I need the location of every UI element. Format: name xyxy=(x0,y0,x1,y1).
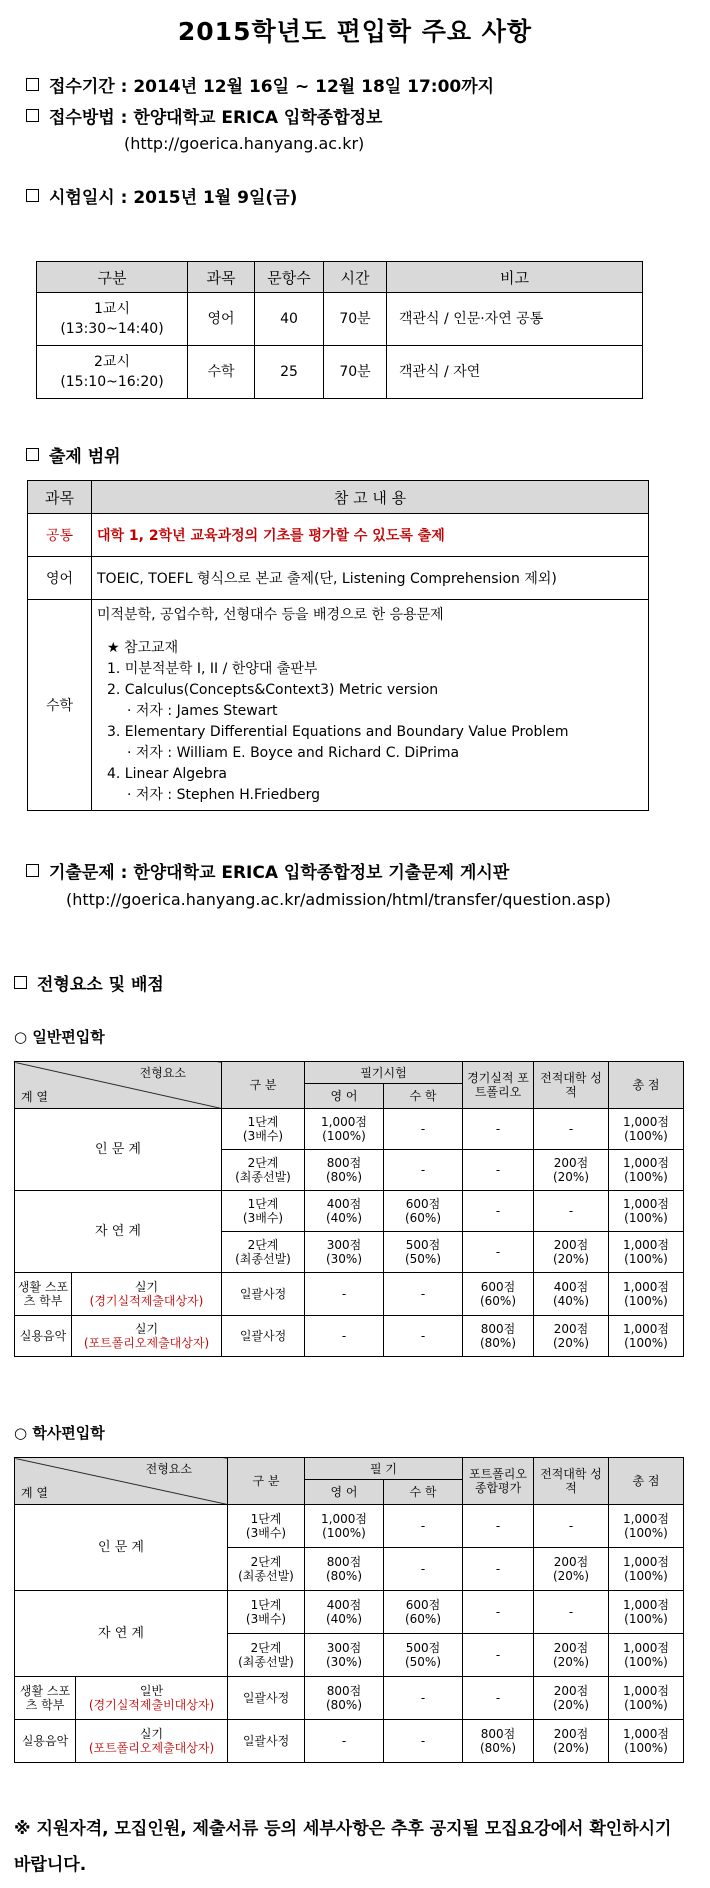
total-cell: 1,000점 (100%) xyxy=(609,1634,684,1677)
math-line: 4. Linear Algebra xyxy=(107,765,227,782)
table-row xyxy=(28,557,649,600)
natural-cell: 자 연 계 xyxy=(15,1191,222,1273)
duration-cell: 70분 xyxy=(324,346,387,399)
score-cell: - xyxy=(463,1109,534,1150)
math-line: 미적분학, 공업수학, 선형대수 등을 배경으로 한 응용문제 xyxy=(97,606,444,623)
header-cell: 영 어 xyxy=(305,1084,384,1109)
exam-date: 시험일시 : 2015년 1월 9일(금) xyxy=(26,183,297,208)
score-cell: 800점 (80%) xyxy=(305,1677,384,1720)
square-bullet-icon xyxy=(26,189,39,202)
math-line: · 저자 : Stephen H.Friedberg xyxy=(127,786,321,803)
score-cell: - xyxy=(534,1591,609,1634)
total-cell: 1,000점 (100%) xyxy=(609,1273,684,1316)
score-cell: - xyxy=(463,1150,534,1191)
header-cell: 수 학 xyxy=(384,1084,463,1109)
total-cell: 1,000점 (100%) xyxy=(609,1150,684,1191)
dept-cell: 실용음악 xyxy=(15,1720,76,1763)
score-cell: 500점 (50%) xyxy=(384,1634,463,1677)
table-row xyxy=(15,1273,684,1316)
circle-bullet-icon: ○ xyxy=(14,1028,28,1046)
stage-cell: 2단계 (최종선발) xyxy=(222,1150,305,1191)
score-cell: - xyxy=(463,1677,534,1720)
score-cell: 500점 (50%) xyxy=(384,1232,463,1273)
past-exams-url: (http://goerica.hanyang.ac.kr/admission/html/transfer/question.asp) xyxy=(66,890,612,909)
dept-cell: 실용음악 xyxy=(15,1316,72,1357)
subject-cell: 수학 xyxy=(188,346,255,399)
math-line: · 저자 : William E. Boyce and Richard C. DiPrima xyxy=(127,744,460,761)
score-cell: 200점 (20%) xyxy=(534,1548,609,1591)
table-row xyxy=(28,600,649,811)
table-row xyxy=(15,1591,684,1634)
type-cell: 실기 (포트폴리오제출대상자) xyxy=(72,1316,222,1357)
table-header-row xyxy=(37,262,643,293)
score-cell: 800점 (80%) xyxy=(305,1150,384,1191)
header-cell: 총 점 xyxy=(609,1458,684,1505)
score-cell: - xyxy=(305,1720,384,1763)
english-label: 영어 xyxy=(28,557,92,600)
general-title: ○ 일반편입학 xyxy=(14,1028,105,1046)
bachelor-title: ○ 학사편입학 xyxy=(14,1424,105,1442)
stage-cell: 1단계 (3배수) xyxy=(222,1109,305,1150)
score-cell: - xyxy=(534,1191,609,1232)
natural-cell: 자 연 계 xyxy=(15,1591,228,1677)
period-cell: 2교시 (15:10~16:20) xyxy=(37,346,188,399)
common-text: 대학 1, 2학년 교육과정의 기초를 평가할 수 있도록 출제 xyxy=(92,514,649,557)
score-cell: - xyxy=(463,1548,534,1591)
header-cell: 총 점 xyxy=(609,1062,684,1109)
exam-schedule-table xyxy=(36,261,643,399)
header-cell: 참 고 내 용 xyxy=(92,481,649,514)
circle-bullet-icon: ○ xyxy=(14,1424,28,1442)
score-cell: 1,000점 (100%) xyxy=(305,1505,384,1548)
score-cell: 600점 (60%) xyxy=(384,1591,463,1634)
total-cell: 1,000점 (100%) xyxy=(609,1232,684,1273)
header-cell: 포트폴리오 종합평가 xyxy=(463,1458,534,1505)
header-cell: 전적대학 성 적 xyxy=(534,1062,609,1109)
total-cell: 1,000점 (100%) xyxy=(609,1548,684,1591)
score-cell: - xyxy=(384,1273,463,1316)
score-cell: 300점 (30%) xyxy=(305,1232,384,1273)
stage-cell: 2단계 (최종선발) xyxy=(228,1548,305,1591)
header-cell: 수 학 xyxy=(384,1480,463,1505)
total-cell: 1,000점 (100%) xyxy=(609,1505,684,1548)
period-cell: 1교시 (13:30~14:40) xyxy=(37,293,188,346)
math-line: · 저자 : James Stewart xyxy=(127,702,278,719)
general-transfer-table xyxy=(14,1061,684,1357)
count-cell: 25 xyxy=(255,346,324,399)
math-label: 수학 xyxy=(28,600,92,811)
score-cell: 800점 (80%) xyxy=(305,1548,384,1591)
scope-table xyxy=(27,480,649,811)
stage-cell: 1단계 (3배수) xyxy=(222,1191,305,1232)
score-cell: - xyxy=(384,1720,463,1763)
stage-cell: 2단계 (최종선발) xyxy=(222,1232,305,1273)
score-cell: - xyxy=(384,1548,463,1591)
english-text: TOEIC, TOEFL 형식으로 본교 출제(단, Listening Comprehension 제외) xyxy=(92,557,649,600)
header-cell: 필기시험 xyxy=(305,1062,463,1084)
table-row xyxy=(15,1720,684,1763)
stage-cell: 일괄사정 xyxy=(228,1677,305,1720)
score-cell: - xyxy=(384,1109,463,1150)
humanities-cell: 인 문 계 xyxy=(15,1109,222,1191)
score-cell: 200점 (20%) xyxy=(534,1150,609,1191)
subject-cell: 영어 xyxy=(188,293,255,346)
table-row xyxy=(28,514,649,557)
score-cell: - xyxy=(384,1505,463,1548)
total-cell: 1,000점 (100%) xyxy=(609,1677,684,1720)
score-cell: - xyxy=(534,1505,609,1548)
math-content xyxy=(92,600,649,811)
header-cell: 과목 xyxy=(188,262,255,293)
square-bullet-icon xyxy=(26,864,39,877)
math-line: ★ 참고교재 xyxy=(107,639,179,656)
type-cell: 실기 (경기실적제출대상자) xyxy=(72,1273,222,1316)
total-cell: 1,000점 (100%) xyxy=(609,1316,684,1357)
square-bullet-icon xyxy=(14,976,27,989)
bachelor-transfer-table xyxy=(14,1457,684,1763)
score-cell: 600점 (60%) xyxy=(384,1191,463,1232)
dept-cell: 생활 스포츠 학부 xyxy=(15,1677,76,1720)
stage-cell: 일괄사정 xyxy=(228,1720,305,1763)
stage-cell: 일괄사정 xyxy=(222,1316,305,1357)
table-header-row xyxy=(15,1062,684,1084)
table-header-row xyxy=(15,1458,684,1480)
stage-cell: 2단계 (최종선발) xyxy=(228,1634,305,1677)
stage-cell: 일괄사정 xyxy=(222,1273,305,1316)
score-cell: 200점 (20%) xyxy=(534,1720,609,1763)
score-cell: - xyxy=(463,1191,534,1232)
elements-title: 전형요소 및 배점 xyxy=(14,970,164,995)
type-cell: 실기 (포트폴리오제출대상자) xyxy=(76,1720,228,1763)
score-cell: 800점 (80%) xyxy=(463,1720,534,1763)
header-cell: 구분 xyxy=(37,262,188,293)
header-cell: 전적대학 성 적 xyxy=(534,1458,609,1505)
total-cell: 1,000점 (100%) xyxy=(609,1720,684,1763)
stage-cell: 1단계 (3배수) xyxy=(228,1591,305,1634)
spacer xyxy=(97,626,643,638)
dept-cell: 생활 스포츠 학부 xyxy=(15,1273,72,1316)
table-header-row xyxy=(28,481,649,514)
application-url: (http://goerica.hanyang.ac.kr) xyxy=(124,134,365,153)
table-row xyxy=(37,293,643,346)
square-bullet-icon xyxy=(26,109,39,122)
header-cell: 시간 xyxy=(324,262,387,293)
score-cell: - xyxy=(534,1109,609,1150)
header-cell: 문항수 xyxy=(255,262,324,293)
note-cell: 객관식 / 인문·자연 공통 xyxy=(387,293,643,346)
count-cell: 40 xyxy=(255,293,324,346)
table-row xyxy=(15,1316,684,1357)
application-method: 접수방법 : 한양대학교 ERICA 입학종합정보 xyxy=(26,103,382,128)
score-cell: - xyxy=(463,1634,534,1677)
duration-cell: 70분 xyxy=(324,293,387,346)
footnote: ※ 지원자격, 모집인원, 제출서류 등의 세부사항은 추후 공지될 모집요강에서 확인하시기 바랍니다. xyxy=(14,1819,672,1875)
score-cell: - xyxy=(305,1316,384,1357)
score-cell: 800점 (80%) xyxy=(463,1316,534,1357)
past-exams: 기출문제 : 한양대학교 ERICA 입학종합정보 기출문제 게시판 xyxy=(26,858,509,883)
table-row xyxy=(15,1505,684,1548)
header-cell: 비고 xyxy=(387,262,643,293)
score-cell: 400점 (40%) xyxy=(305,1591,384,1634)
diagonal-header: 전형요소 계 열 xyxy=(15,1458,228,1505)
score-cell: 200점 (20%) xyxy=(534,1316,609,1357)
score-cell: 200점 (20%) xyxy=(534,1634,609,1677)
square-bullet-icon xyxy=(26,448,39,461)
score-cell: - xyxy=(384,1316,463,1357)
header-cell: 경기실적 포트폴리오 xyxy=(463,1062,534,1109)
common-label: 공통 xyxy=(28,514,92,557)
table-row xyxy=(15,1109,684,1150)
total-cell: 1,000점 (100%) xyxy=(609,1109,684,1150)
header-cell: 영 어 xyxy=(305,1480,384,1505)
math-line: 3. Elementary Differential Equations and Boundary Value Problem xyxy=(107,723,569,740)
header-cell: 구 분 xyxy=(228,1458,305,1505)
header-cell: 구 분 xyxy=(222,1062,305,1109)
score-cell: 400점 (40%) xyxy=(305,1191,384,1232)
total-cell: 1,000점 (100%) xyxy=(609,1191,684,1232)
math-line: 1. 미분적분학 I, II / 한양대 출판부 xyxy=(107,660,318,677)
math-line: 2. Calculus(Concepts&Context3) Metric version xyxy=(107,681,439,698)
humanities-cell: 인 문 계 xyxy=(15,1505,228,1591)
total-cell: 1,000점 (100%) xyxy=(609,1591,684,1634)
square-bullet-icon xyxy=(26,78,39,91)
score-cell: 600점 (60%) xyxy=(463,1273,534,1316)
scope-title: 출제 범위 xyxy=(26,442,121,467)
table-row xyxy=(37,346,643,399)
score-cell: - xyxy=(384,1150,463,1191)
score-cell: - xyxy=(463,1591,534,1634)
score-cell: - xyxy=(384,1677,463,1720)
score-cell: 200점 (20%) xyxy=(534,1232,609,1273)
table-row xyxy=(15,1191,684,1232)
table-row xyxy=(15,1677,684,1720)
score-cell: - xyxy=(463,1505,534,1548)
score-cell: - xyxy=(463,1232,534,1273)
diagonal-header: 전형요소 계 열 xyxy=(15,1062,222,1109)
note-cell: 객관식 / 자연 xyxy=(387,346,643,399)
score-cell: 200점 (20%) xyxy=(534,1677,609,1720)
header-cell: 과목 xyxy=(28,481,92,514)
score-cell: - xyxy=(305,1273,384,1316)
score-cell: 300점 (30%) xyxy=(305,1634,384,1677)
score-cell: 400점 (40%) xyxy=(534,1273,609,1316)
header-cell: 필 기 xyxy=(305,1458,463,1480)
type-cell: 일반 (경기실적제출비대상자) xyxy=(76,1677,228,1720)
stage-cell: 1단계 (3배수) xyxy=(228,1505,305,1548)
application-period: 접수기간 : 2014년 12월 16일 ~ 12월 18일 17:00까지 xyxy=(26,72,494,97)
score-cell: 1,000점 (100%) xyxy=(305,1109,384,1150)
page-title: 2015학년도 편입학 주요 사항 xyxy=(177,17,533,46)
